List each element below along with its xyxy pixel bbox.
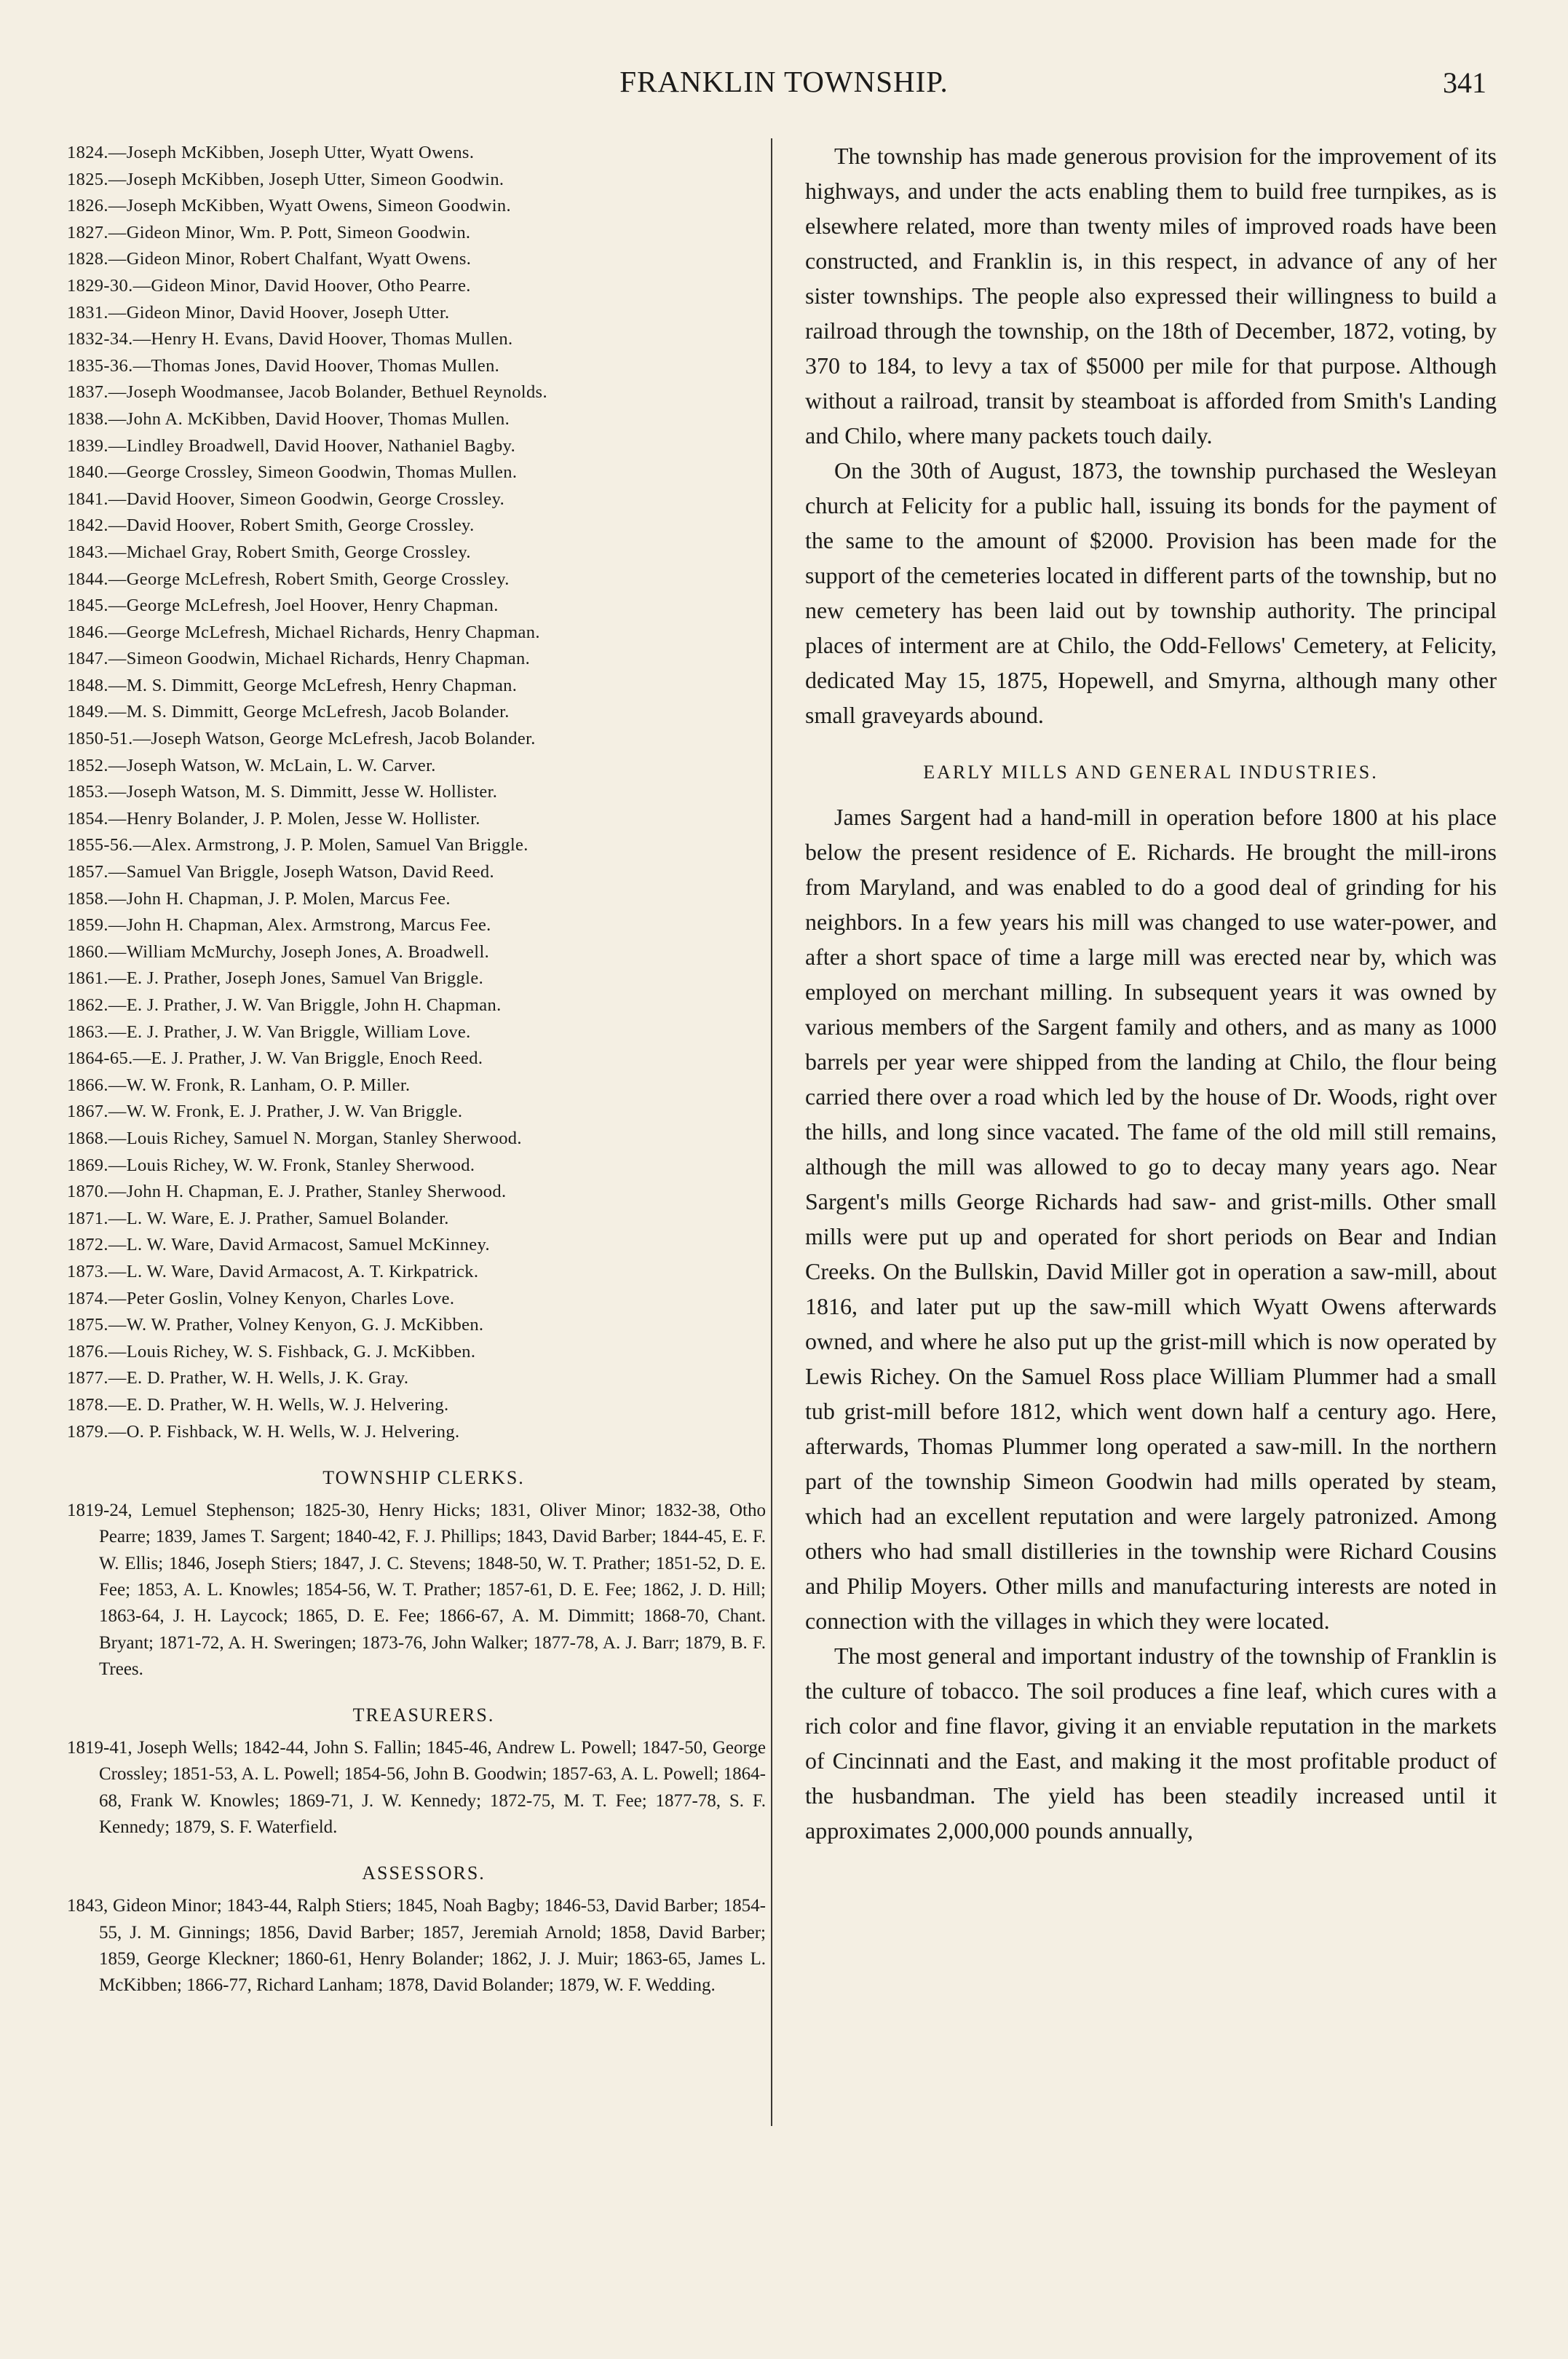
right-column bbox=[805, 138, 1497, 2308]
trustee-entry: 1832-34.—Henry H. Evans, David Hoover, Thomas Mullen. bbox=[67, 329, 513, 349]
trustee-entry: 1863.—E. J. Prather, J. W. Van Briggle, William Love. bbox=[67, 1022, 471, 1042]
trustee-entry: 1831.—Gideon Minor, David Hoover, Joseph Utter. bbox=[67, 302, 450, 323]
trustee-entry: 1875.—W. W. Prather, Volney Kenyon, G. J. McKibben. bbox=[67, 1315, 484, 1335]
trustee-entry: 1873.—L. W. Ware, David Armacost, A. T. Kirkpatrick. bbox=[67, 1261, 479, 1281]
trustee-entry: 1874.—Peter Goslin, Volney Kenyon, Charles Love. bbox=[67, 1288, 455, 1308]
trustee-entry: 1870.—John H. Chapman, E. J. Prather, Stanley Sherwood. bbox=[67, 1182, 507, 1202]
trustee-entry: 1827.—Gideon Minor, Wm. P. Pott, Simeon Goodwin. bbox=[67, 222, 471, 242]
trustee-entry: 1854.—Henry Bolander, J. P. Molen, Jesse W. Hollister. bbox=[67, 808, 480, 829]
trustee-entry: 1855-56.—Alex. Armstrong, J. P. Molen, Samuel Van Briggle. bbox=[67, 835, 528, 856]
assessors-heading: ASSESSORS. bbox=[362, 1862, 486, 1884]
trustee-entry: 1847.—Simeon Goodwin, Michael Richards, Henry Chapman. bbox=[67, 649, 531, 669]
trustee-entry: 1839.—Lindley Broadwell, David Hoover, Nathaniel Bagby. bbox=[67, 435, 516, 456]
clerks-list: 1819-24, Lemuel Stephenson; 1825-30, Henry Hicks; 1831, Oliver Minor; 1832-38, Otho Pearre; 1839, James T. Sargent; 1840-42, F. J. Phillips; 1843, David Barber; 1844-45, E. F. W. Ellis; 1846, Joseph Stiers; 1847, J. C. Stevens; 1848-50, W. T. Prather; 1851-52, D. E. Fee; 1853, A. L. Knowles; 1854-56, W. T. Prather; 1857-61, D. E. Fee; 1862, J. D. Hill; 1863-64, J. H. Laycock; 1865, D. E. Fee; 1866-67, A. M. Dimmitt; 1868-70, Chant. Bryant; 1871-72, A. H. Sweringen; 1873-76, John Walker; 1877-78, A. J. Barr; 1879, B. F. Trees. bbox=[67, 1501, 766, 1679]
column-divider bbox=[771, 138, 772, 2126]
mills-heading: EARLY MILLS AND GENERAL INDUSTRIES. bbox=[923, 762, 1379, 783]
highways-paragraph: The township has made generous provision for the improvement of its highways, and under the acts enabling them to build free turnpikes, as is elsewhere related, more than twenty miles of improved roads have been constructed, and Franklin is, in this respect, in advance of any of her sister townships. The people also expressed their willingness to build a railroad through the township, on the 18th of December, 1872, voting, by 370 to 184, to levy a tax of $5000 per mile for that purpose. Although without a railroad, transit by steamboat is afforded from Smith's Landing and Chilo, where many packets touch daily. bbox=[805, 143, 1497, 449]
trustee-entry: 1869.—Louis Richey, W. W. Fronk, Stanley Sherwood. bbox=[67, 1155, 475, 1175]
trustee-entry: 1837.—Joseph Woodmansee, Jacob Bolander, Bethuel Reynolds. bbox=[67, 382, 547, 403]
public-hall-paragraph: On the 30th of August, 1873, the township purchased the Wesleyan church at Felicity for a public hall, issuing its bonds for the payment of the same to the amount of $2000. Provision has been made for the support of the cemeteries located in different parts of the township, but no new cemetery has been laid out by township authority. The principal places of interment are at Chilo, the Odd-Fellows' Cemetery, at Felicity, dedicated May 15, 1875, Hopewell, and Smyrna, although many other small graveyards abound. bbox=[805, 457, 1497, 728]
trustee-entry: 1871.—L. W. Ware, E. J. Prather, Samuel Bolander. bbox=[67, 1208, 449, 1228]
trustee-entry: 1864-65.—E. J. Prather, J. W. Van Briggle, Enoch Reed. bbox=[67, 1048, 483, 1069]
trustee-entry: 1860.—William McMurchy, Joseph Jones, A. Broadwell. bbox=[67, 941, 490, 962]
trustee-entry: 1857.—Samuel Van Briggle, Joseph Watson, David Reed. bbox=[67, 862, 494, 882]
trustee-entry: 1835-36.—Thomas Jones, David Hoover, Thomas Mullen. bbox=[67, 355, 500, 376]
trustee-entry: 1849.—M. S. Dimmitt, George McLefresh, Jacob Bolander. bbox=[67, 702, 510, 722]
trustee-entry: 1878.—E. D. Prather, W. H. Wells, W. J. Helvering. bbox=[67, 1394, 449, 1415]
trustee-entry: 1853.—Joseph Watson, M. S. Dimmitt, Jesse W. Hollister. bbox=[67, 782, 498, 802]
clerks-heading: TOWNSHIP CLERKS. bbox=[322, 1467, 525, 1489]
trustee-entry: 1844.—George McLefresh, Robert Smith, George Crossley. bbox=[67, 569, 510, 589]
trustee-entry: 1872.—L. W. Ware, David Armacost, Samuel McKinney. bbox=[67, 1235, 490, 1255]
trustee-entry: 1829-30.—Gideon Minor, David Hoover, Otho Pearre. bbox=[67, 275, 471, 296]
trustee-list bbox=[67, 140, 766, 1445]
trustee-entry: 1842.—David Hoover, Robert Smith, George Crossley. bbox=[67, 515, 475, 536]
treasurers-heading: TREASURERS. bbox=[352, 1704, 495, 1726]
trustee-entry: 1858.—John H. Chapman, J. P. Molen, Marcus Fee. bbox=[67, 888, 451, 909]
trustee-entry: 1846.—George McLefresh, Michael Richards, Henry Chapman. bbox=[67, 622, 540, 642]
trustee-entry: 1862.—E. J. Prather, J. W. Van Briggle, John H. Chapman. bbox=[67, 995, 502, 1015]
trustee-entry: 1824.—Joseph McKibben, Joseph Utter, Wyatt Owens. bbox=[67, 143, 475, 162]
trustee-entry: 1876.—Louis Richey, W. S. Fishback, G. J. McKibben. bbox=[67, 1341, 476, 1362]
treasurers-list: 1819-41, Joseph Wells; 1842-44, John S. Fallin; 1845-46, Andrew L. Powell; 1847-50, George Crossley; 1851-53, A. L. Powell; 1854-56, John B. Goodwin; 1857-63, A. L. Powell; 1864-68, Frank W. Knowles; 1869-71, J. W. Kennedy; 1872-75, M. T. Fee; 1877-78, S. F. Kennedy; 1879, S. F. Waterfield. bbox=[67, 1738, 766, 1838]
tobacco-paragraph: The most general and important industry of the township of Franklin is the culture of tobacco. The soil produces a fine leaf, which cures with a rich color and fine flavor, giving it an enviable reputation in the markets of Cincinnati and the East, and making it the most profitable product of the husbandman. The yield has been steadily increased until it approximates 2,000,000 pounds annually, bbox=[805, 1643, 1497, 1844]
running-head bbox=[0, 64, 1568, 108]
trustee-entry: 1845.—George McLefresh, Joel Hoover, Henry Chapman. bbox=[67, 596, 499, 616]
trustee-entry: 1866.—W. W. Fronk, R. Lanham, O. P. Miller. bbox=[67, 1075, 411, 1095]
page-number: 341 bbox=[1443, 66, 1486, 99]
trustee-entry: 1879.—O. P. Fishback, W. H. Wells, W. J. Helvering. bbox=[67, 1421, 460, 1442]
trustee-entry: 1840.—George Crossley, Simeon Goodwin, Thomas Mullen. bbox=[67, 462, 518, 483]
left-column bbox=[67, 140, 766, 2295]
trustee-entry: 1825.—Joseph McKibben, Joseph Utter, Simeon Goodwin. bbox=[67, 169, 504, 189]
trustee-entry: 1859.—John H. Chapman, Alex. Armstrong, Marcus Fee. bbox=[67, 915, 491, 936]
mills-paragraph: James Sargent had a hand-mill in operation before 1800 at his place below the present residence of E. Richards. He brought the mill-irons from Maryland, and was enabled to do a good deal of grinding for his neighbors. In a few years his mill was changed to use water-power, and after a short space of time a large mill was erected near by, which was employed on merchant milling. In subsequent years it was owned by various members of the Sargent family and others, and as many as 1000 barrels per year were shipped from the landing at Chilo, the flour being carried there over a road which led by the house of Dr. Woods, right over the hills, and long since vacated. The fame of the old mill still remains, although the mill was allowed to go to decay many years ago. Near Sargent's mills George Richards had saw- and grist-mills. Other small mills were put up and operated for short periods on Bear and Indian Creeks. On the Bullskin, David Miller got in operation a saw-mill, about 1816, and later put up the saw-mill which Wyatt Owens afterwards owned, and where he also put up the grist-mill which is now operated by Lewis Richey. On the Samuel Ross place William Plummer had a small tub grist-mill before 1812, which went down half a century ago. Here, afterwards, Thomas Plummer long operated a saw-mill. In the northern part of the township Simeon Goodwin had mills operated by steam, which had an excellent reputation and were largely patronized. Among others who had small distilleries in the township were Richard Cousins and Philip Moyers. Other mills and manufacturing interests are noted in connection with the villages in which they were located. bbox=[805, 804, 1497, 1634]
trustee-entry: 1843.—Michael Gray, Robert Smith, George Crossley. bbox=[67, 542, 471, 562]
trustee-entry: 1867.—W. W. Fronk, E. J. Prather, J. W. Van Briggle. bbox=[67, 1102, 463, 1122]
trustee-entry: 1877.—E. D. Prather, W. H. Wells, J. K. Gray. bbox=[67, 1368, 409, 1388]
trustee-entry: 1850-51.—Joseph Watson, George McLefresh, Jacob Bolander. bbox=[67, 729, 536, 749]
trustee-entry: 1838.—John A. McKibben, David Hoover, Thomas Mullen. bbox=[67, 408, 510, 429]
trustee-entry: 1868.—Louis Richey, Samuel N. Morgan, Stanley Sherwood. bbox=[67, 1128, 522, 1148]
running-title: FRANKLIN TOWNSHIP. bbox=[619, 65, 949, 98]
trustee-entry: 1841.—David Hoover, Simeon Goodwin, George Crossley. bbox=[67, 489, 505, 509]
trustee-entry: 1852.—Joseph Watson, W. McLain, L. W. Carver. bbox=[67, 755, 436, 775]
assessors-list: 1843, Gideon Minor; 1843-44, Ralph Stiers; 1845, Noah Bagby; 1846-53, David Barber; 1854-55, J. M. Ginnings; 1856, David Barber; 1857, Jeremiah Arnold; 1858, David Barber; 1859, George Kleckner; 1860-61, Henry Bolander; 1862, J. J. Muir; 1863-65, James L. McKibben; 1866-77, Richard Lanham; 1878, David Bolander; 1879, W. F. Wedding. bbox=[67, 1896, 766, 1996]
trustee-entry: 1848.—M. S. Dimmitt, George McLefresh, Henry Chapman. bbox=[67, 675, 518, 695]
trustee-entry: 1826.—Joseph McKibben, Wyatt Owens, Simeon Goodwin. bbox=[67, 196, 512, 216]
trustee-entry: 1828.—Gideon Minor, Robert Chalfant, Wyatt Owens. bbox=[67, 249, 472, 269]
trustee-entry: 1861.—E. J. Prather, Joseph Jones, Samuel Van Briggle. bbox=[67, 968, 484, 989]
